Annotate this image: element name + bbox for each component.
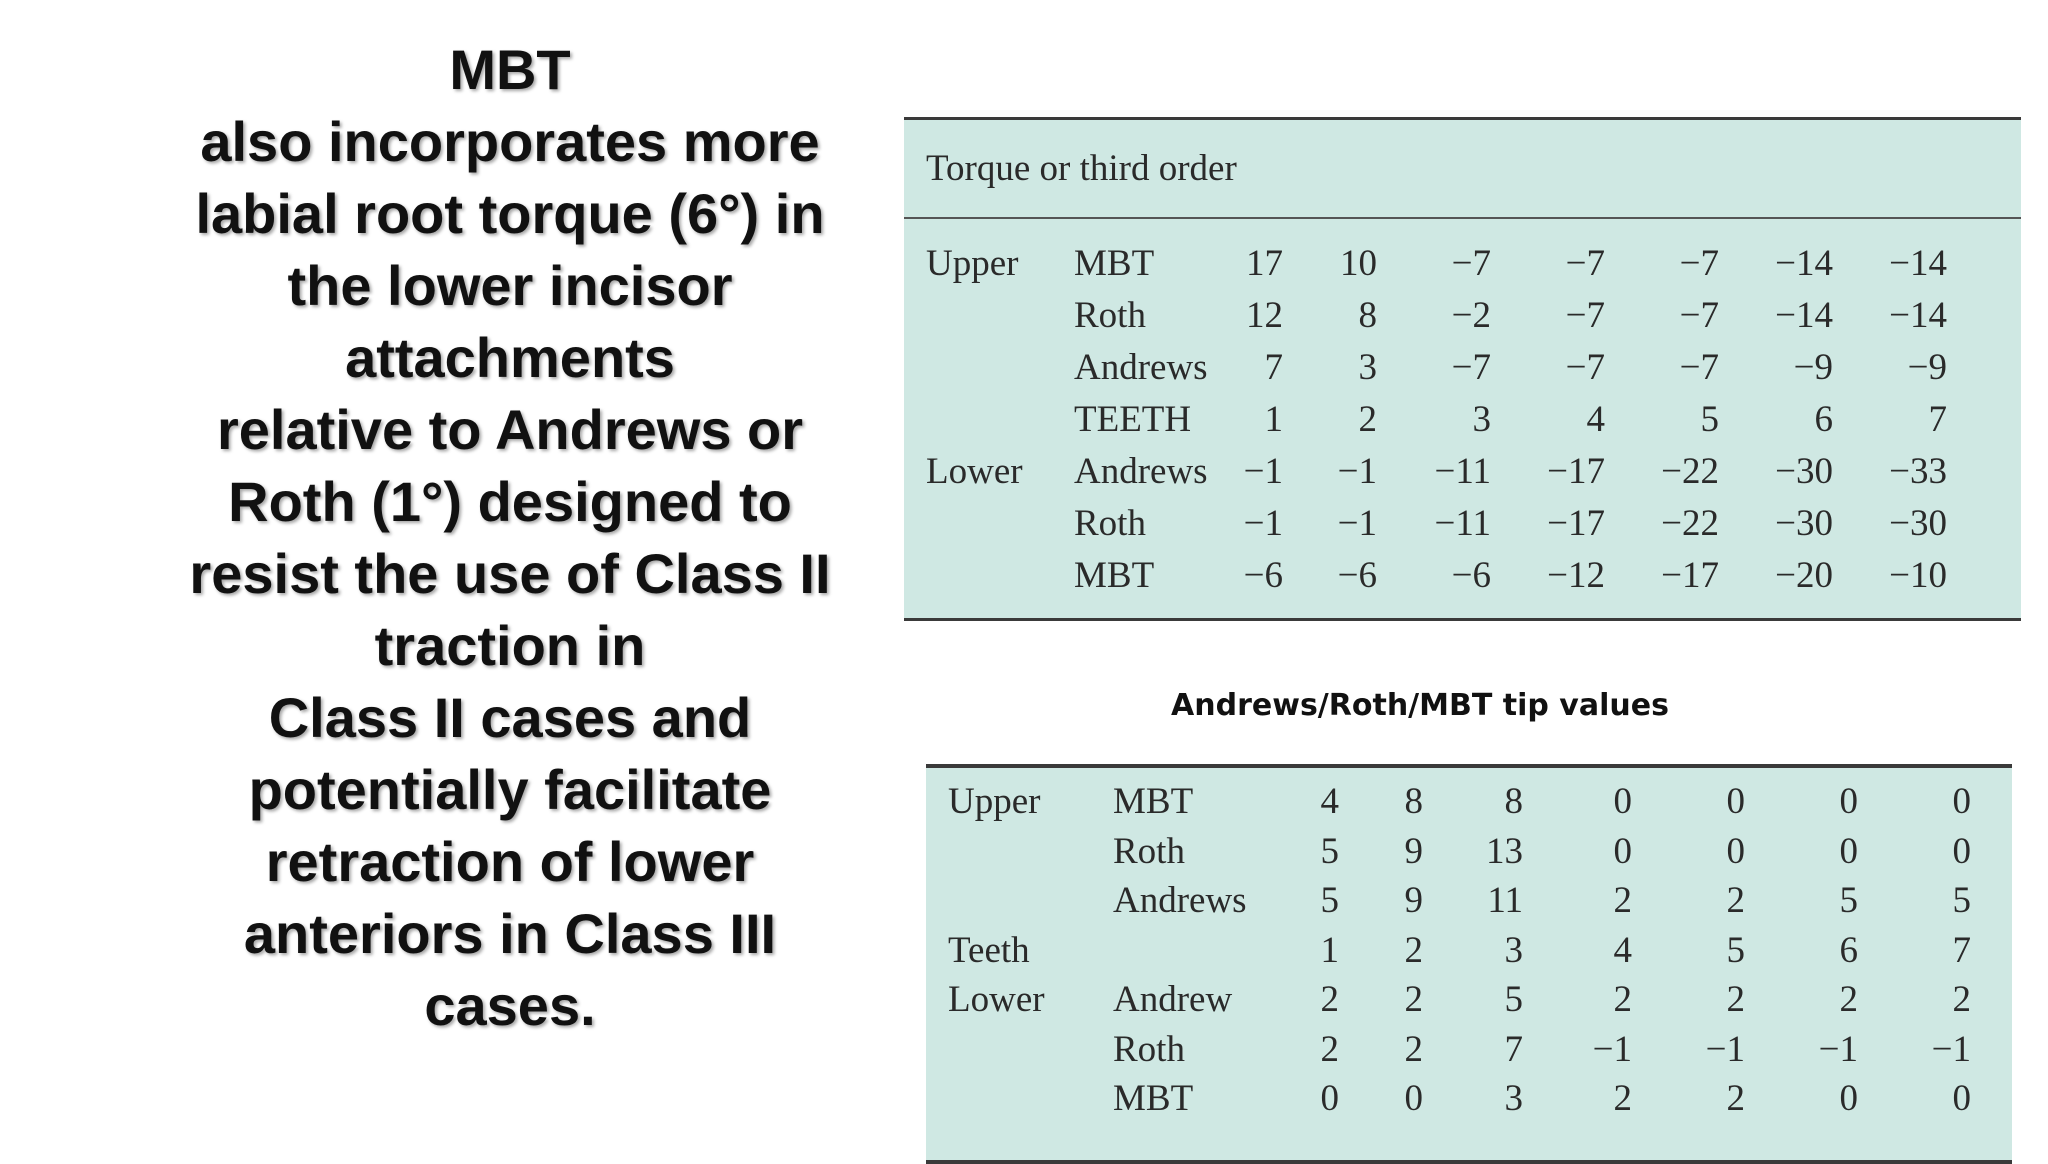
table-cell: −1 xyxy=(1931,1028,1971,1070)
table-cell: 2 xyxy=(1404,979,1423,1021)
table-cell: 0 xyxy=(1952,1078,1971,1120)
table-cell: 6 xyxy=(1814,398,1833,440)
table-cell: 17 xyxy=(1246,242,1283,284)
table-cell: −1 xyxy=(1337,502,1377,544)
table-cell: −7 xyxy=(1565,346,1605,388)
table-cell: −20 xyxy=(1775,554,1833,596)
row-group-label xyxy=(926,827,1113,877)
text-line: Class II cases and xyxy=(268,686,752,749)
table-cell: −33 xyxy=(1889,450,1947,492)
table-cell: −7 xyxy=(1679,242,1719,284)
table-cell: 7 xyxy=(1264,346,1283,388)
table-row xyxy=(904,341,1947,393)
torque-table xyxy=(904,237,1947,601)
table-cell: 2 xyxy=(1404,1028,1423,1070)
table-cell: −9 xyxy=(1907,346,1947,388)
row-system-label: Andrews xyxy=(1113,880,1247,922)
table-cell: 2 xyxy=(1726,880,1745,922)
table-row xyxy=(904,497,1947,549)
row-group-label xyxy=(904,393,1074,445)
table-cell: 2 xyxy=(1320,1028,1339,1070)
table-row xyxy=(926,876,1971,926)
table-cell: −6 xyxy=(1451,554,1491,596)
table-cell: −1 xyxy=(1818,1028,1858,1070)
table-cell: 0 xyxy=(1839,1078,1858,1120)
table-cell: −14 xyxy=(1775,294,1833,336)
row-group-label xyxy=(904,289,1074,341)
table-cell: 0 xyxy=(1320,1078,1339,1120)
table-cell: 3 xyxy=(1472,398,1491,440)
table-cell: −30 xyxy=(1889,502,1947,544)
text-line: retraction of lower xyxy=(265,830,755,893)
table-cell: 3 xyxy=(1358,346,1377,388)
table-cell: −14 xyxy=(1889,294,1947,336)
text-line: Roth (1°) designed to xyxy=(228,470,792,533)
table-row xyxy=(926,777,1971,827)
row-group-label xyxy=(904,341,1074,393)
table-cell: −7 xyxy=(1451,346,1491,388)
table-cell: −14 xyxy=(1775,242,1833,284)
table-cell: 0 xyxy=(1726,781,1745,823)
table-cell: 8 xyxy=(1404,781,1423,823)
text-line: resist the use of Class II xyxy=(189,542,831,605)
row-system-label xyxy=(1113,926,1299,976)
table-cell: 2 xyxy=(1952,979,1971,1021)
table-row xyxy=(904,445,1947,497)
table-cell: 3 xyxy=(1504,929,1523,971)
table-cell: −7 xyxy=(1679,294,1719,336)
table-cell: 2 xyxy=(1839,979,1858,1021)
table-cell: −2 xyxy=(1451,294,1491,336)
table-cell: 3 xyxy=(1504,1078,1523,1120)
table-cell: 2 xyxy=(1320,979,1339,1021)
row-system-label: Andrew xyxy=(1113,979,1233,1021)
table-cell: −7 xyxy=(1565,294,1605,336)
table-cell: 2 xyxy=(1613,880,1632,922)
text-line: attachments xyxy=(345,326,675,389)
row-group-label xyxy=(926,1074,1113,1124)
table-cell: 7 xyxy=(1952,929,1971,971)
table-cell: −30 xyxy=(1775,502,1833,544)
table-cell: −17 xyxy=(1547,450,1605,492)
table-cell: −17 xyxy=(1547,502,1605,544)
row-system-label: TEETH xyxy=(1074,398,1192,440)
row-group-label: Upper xyxy=(926,242,1019,284)
table-cell: 0 xyxy=(1952,830,1971,872)
table-cell: −12 xyxy=(1547,554,1605,596)
table-cell: 2 xyxy=(1613,979,1632,1021)
text-line: labial root torque (6°) in xyxy=(195,182,825,245)
table-cell: 5 xyxy=(1726,929,1745,971)
text-line: cases. xyxy=(424,974,596,1037)
table-cell: 5 xyxy=(1700,398,1719,440)
table-cell: 8 xyxy=(1358,294,1377,336)
table-cell: 13 xyxy=(1486,830,1523,872)
table-cell: 5 xyxy=(1320,830,1339,872)
row-system-label: Roth xyxy=(1074,502,1146,544)
table-cell: −1 xyxy=(1592,1028,1632,1070)
text-line: potentially facilitate xyxy=(248,758,772,821)
row-system-label: MBT xyxy=(1113,1078,1194,1120)
table-cell: 8 xyxy=(1504,781,1523,823)
table-cell: −30 xyxy=(1775,450,1833,492)
table-cell: 5 xyxy=(1504,979,1523,1021)
text-line: the lower incisor xyxy=(287,254,733,317)
table-cell: 11 xyxy=(1487,880,1523,922)
table-cell: 0 xyxy=(1952,781,1971,823)
row-group-label: Teeth xyxy=(948,929,1030,971)
text-line: also incorporates more xyxy=(200,110,820,173)
table-cell: −22 xyxy=(1661,502,1719,544)
text-line: traction in xyxy=(374,614,646,677)
table-cell: 0 xyxy=(1839,781,1858,823)
text-line: MBT xyxy=(449,38,571,101)
table-cell: 0 xyxy=(1839,830,1858,872)
table-cell: 2 xyxy=(1358,398,1377,440)
table-cell: −11 xyxy=(1434,502,1491,544)
table-cell: −17 xyxy=(1661,554,1719,596)
table-cell: −11 xyxy=(1434,450,1491,492)
text-line: relative to Andrews or xyxy=(216,398,804,461)
table-cell: −7 xyxy=(1451,242,1491,284)
row-group-label: Lower xyxy=(948,979,1045,1021)
table-cell: 0 xyxy=(1726,830,1745,872)
row-group-label: Lower xyxy=(926,450,1023,492)
table-cell: 4 xyxy=(1320,781,1339,823)
row-system-label: Roth xyxy=(1113,830,1185,872)
table-cell: 6 xyxy=(1839,929,1858,971)
table-row xyxy=(926,827,1971,877)
table-cell: 2 xyxy=(1726,979,1745,1021)
table-cell: −1 xyxy=(1243,450,1283,492)
table-cell: 2 xyxy=(1404,929,1423,971)
row-system-label: Roth xyxy=(1074,294,1146,336)
table-cell: −6 xyxy=(1337,554,1377,596)
table-cell: 5 xyxy=(1839,880,1858,922)
table-cell: 7 xyxy=(1928,398,1947,440)
table-cell: 2 xyxy=(1726,1078,1745,1120)
row-system-label: MBT xyxy=(1074,242,1155,284)
table-cell: −1 xyxy=(1243,502,1283,544)
table-cell: 12 xyxy=(1246,294,1283,336)
row-system-label: Andrews xyxy=(1074,346,1208,388)
table-cell: 0 xyxy=(1613,781,1632,823)
tip-table-panel xyxy=(926,764,2012,1164)
table-row xyxy=(926,1025,1971,1075)
table-row xyxy=(926,926,1971,976)
table-cell: 2 xyxy=(1613,1078,1632,1120)
row-group-label xyxy=(904,497,1074,549)
table-cell: −10 xyxy=(1889,554,1947,596)
table-cell: 5 xyxy=(1320,880,1339,922)
table-cell: 0 xyxy=(1613,830,1632,872)
torque-table-panel xyxy=(904,117,2021,621)
table-cell: 4 xyxy=(1613,929,1632,971)
table-cell: −1 xyxy=(1705,1028,1745,1070)
row-group-label xyxy=(926,876,1113,926)
table-cell: −1 xyxy=(1337,450,1377,492)
slide-body-text xyxy=(150,34,870,1042)
table-cell: −7 xyxy=(1565,242,1605,284)
table-row xyxy=(926,975,1971,1025)
table-row xyxy=(904,393,1947,445)
table-row xyxy=(926,1074,1971,1124)
row-system-label: Roth xyxy=(1113,1028,1185,1070)
table-cell: −6 xyxy=(1243,554,1283,596)
row-group-label xyxy=(926,1025,1113,1075)
table-cell: −7 xyxy=(1679,346,1719,388)
table-cell: −14 xyxy=(1889,242,1947,284)
table-cell: 1 xyxy=(1264,398,1283,440)
torque-table-header: Torque or third order xyxy=(904,120,2021,219)
table-cell: 9 xyxy=(1404,880,1423,922)
table-cell: 9 xyxy=(1404,830,1423,872)
table-cell: 1 xyxy=(1320,929,1339,971)
row-group-label xyxy=(904,549,1074,601)
row-system-label: Andrews xyxy=(1074,450,1208,492)
table-cell: −22 xyxy=(1661,450,1719,492)
text-line: anteriors in Class III xyxy=(243,902,777,965)
table-row xyxy=(904,549,1947,601)
table-cell: 7 xyxy=(1504,1028,1523,1070)
table-row xyxy=(904,237,1947,289)
tip-table xyxy=(926,777,1971,1124)
table-cell: −9 xyxy=(1793,346,1833,388)
table-row xyxy=(904,289,1947,341)
tip-table-caption: Andrews/Roth/MBT tip values xyxy=(1171,688,1669,723)
table-cell: 4 xyxy=(1586,398,1605,440)
table-cell: 5 xyxy=(1952,880,1971,922)
table-cell: 0 xyxy=(1404,1078,1423,1120)
row-group-label: Upper xyxy=(948,781,1041,823)
row-system-label: MBT xyxy=(1113,781,1194,823)
row-system-label: MBT xyxy=(1074,554,1155,596)
table-cell: 10 xyxy=(1340,242,1377,284)
